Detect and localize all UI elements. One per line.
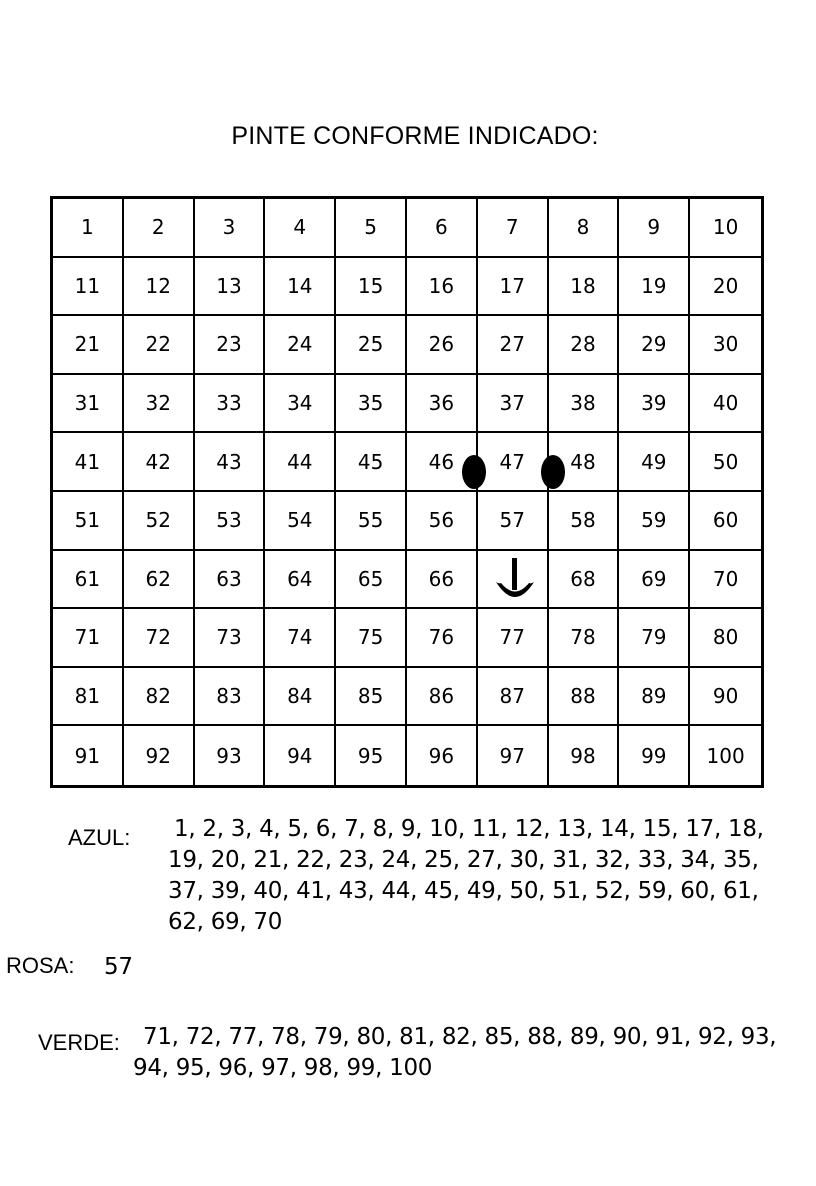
grid-cell: 65	[336, 551, 407, 610]
grid-cell: 84	[265, 668, 336, 727]
grid-cell: 87	[478, 668, 549, 727]
grid-cell: 51	[53, 492, 124, 551]
grid-cell: 32	[124, 375, 195, 434]
grid-cell: 63	[195, 551, 266, 610]
grid-cell: 22	[124, 316, 195, 375]
grid-cell: 35	[336, 375, 407, 434]
grid-cell: 30	[690, 316, 761, 375]
grid-cell: 72	[124, 609, 195, 668]
grid-cell: 9	[619, 199, 690, 258]
grid-cell: 18	[549, 258, 620, 317]
grid-cell: 7	[478, 199, 549, 258]
grid-cell: 25	[336, 316, 407, 375]
grid-cell: 34	[265, 375, 336, 434]
grid-cell: 76	[407, 609, 478, 668]
grid-cell: 77	[478, 609, 549, 668]
grid-cell: 73	[195, 609, 266, 668]
grid-cell: 96	[407, 726, 478, 785]
grid-cell: 60	[690, 492, 761, 551]
grid-cell: 5	[336, 199, 407, 258]
grid-cell: 21	[53, 316, 124, 375]
grid-cell: 42	[124, 433, 195, 492]
azul-line: 62, 69, 70	[168, 909, 283, 935]
grid-cell: 64	[265, 551, 336, 610]
grid-cell: 69	[619, 551, 690, 610]
azul-line: 37, 39, 40, 41, 43, 44, 45, 49, 50, 51, 52, 59, 60, 61,	[168, 878, 759, 904]
number-grid	[50, 196, 764, 788]
page-title: PINTE CONFORME INDICADO:	[231, 122, 599, 150]
grid-cell: 54	[265, 492, 336, 551]
grid-cell: 12	[124, 258, 195, 317]
grid-cell: 17	[478, 258, 549, 317]
grid-cell: 6	[407, 199, 478, 258]
grid-cell: 38	[549, 375, 620, 434]
grid-cell: 50	[690, 433, 761, 492]
grid-cell: 71	[53, 609, 124, 668]
verde-number-list	[133, 1022, 776, 1084]
grid-cell: 89	[619, 668, 690, 727]
grid-cell: 94	[265, 726, 336, 785]
grid-cell: 80	[690, 609, 761, 668]
grid-cell: 52	[124, 492, 195, 551]
grid-cell: 48	[549, 433, 620, 492]
grid-cell: 90	[690, 668, 761, 727]
rosa-value: 57	[104, 954, 133, 980]
grid-cell: 55	[336, 492, 407, 551]
grid-cell: 29	[619, 316, 690, 375]
grid-cell: 3	[195, 199, 266, 258]
verde-line: 94, 95, 96, 97, 98, 99, 100	[133, 1055, 433, 1081]
grid-cell: 99	[619, 726, 690, 785]
grid-cell: 33	[195, 375, 266, 434]
azul-line: 19, 20, 21, 22, 23, 24, 25, 27, 30, 31, 32, 33, 34, 35,	[168, 847, 759, 873]
grid-cell: 100	[706, 743, 745, 768]
grid-cell: 83	[195, 668, 266, 727]
grid-cell: 44	[265, 433, 336, 492]
grid-cell: 15	[336, 258, 407, 317]
verde-line: 71, 72, 77, 78, 79, 80, 81, 82, 85, 88, 89, 90, 91, 92, 93,	[143, 1024, 777, 1050]
grid-cell: 86	[407, 668, 478, 727]
grid-cell: 10	[690, 199, 761, 258]
grid-cell: 16	[407, 258, 478, 317]
rosa-label: ROSA:	[6, 953, 75, 978]
grid-cell: 53	[195, 492, 266, 551]
grid-cell: 24	[265, 316, 336, 375]
grid-cell: 68	[549, 551, 620, 610]
grid-cell: 57	[478, 492, 549, 551]
grid-cell: 92	[124, 726, 195, 785]
grid-cell: 66	[407, 551, 478, 610]
grid-cell: 39	[619, 375, 690, 434]
grid-cell: 62	[124, 551, 195, 610]
grid-cell: 78	[549, 609, 620, 668]
grid-cell: 75	[336, 609, 407, 668]
grid-cell: 59	[619, 492, 690, 551]
grid-cell: 27	[478, 316, 549, 375]
grid-cell: 46	[407, 433, 478, 492]
grid-cell: 31	[53, 375, 124, 434]
left-eye-mark	[462, 455, 486, 489]
verde-label: VERDE:	[38, 1030, 120, 1055]
grid-cell: 47	[478, 433, 549, 492]
azul-line: 1, 2, 3, 4, 5, 6, 7, 8, 9, 10, 11, 12, 13, 14, 15, 17, 18,	[174, 816, 764, 842]
grid-cell: 19	[619, 258, 690, 317]
azul-number-list	[168, 814, 764, 938]
grid-cell: 49	[619, 433, 690, 492]
right-eye-mark	[541, 455, 565, 489]
grid-cell: 23	[195, 316, 266, 375]
grid-cell: 28	[549, 316, 620, 375]
grid-cell: 43	[195, 433, 266, 492]
grid-cell: 98	[549, 726, 620, 785]
grid-cell: 58	[549, 492, 620, 551]
grid-cell: 70	[690, 551, 761, 610]
grid-cell: 11	[53, 258, 124, 317]
grid-cell: 74	[265, 609, 336, 668]
grid-cell: 45	[336, 433, 407, 492]
grid-cell: 26	[407, 316, 478, 375]
grid-cell: 20	[690, 258, 761, 317]
grid-cell: 8	[549, 199, 620, 258]
grid-cell: 85	[336, 668, 407, 727]
azul-label: AZUL:	[68, 825, 131, 850]
grid-cell: 91	[53, 726, 124, 785]
grid-cell: 4	[265, 199, 336, 258]
grid-cell: 41	[53, 433, 124, 492]
grid-cell: 13	[195, 258, 266, 317]
grid-cell: 40	[690, 375, 761, 434]
grid-cell: 97	[478, 726, 549, 785]
grid-cell: 56	[407, 492, 478, 551]
grid-cell: 88	[549, 668, 620, 727]
grid-cell: 61	[53, 551, 124, 610]
grid-cell: 81	[53, 668, 124, 727]
grid-cell: 36	[407, 375, 478, 434]
grid-cell: 2	[124, 199, 195, 258]
anchor-mouth-icon	[493, 556, 537, 604]
grid-cell: 1	[53, 199, 124, 258]
grid-cell: 14	[265, 258, 336, 317]
grid-cell: 82	[124, 668, 195, 727]
grid-cell: 95	[336, 726, 407, 785]
grid-cell: 93	[195, 726, 266, 785]
grid-cell: 79	[619, 609, 690, 668]
grid-cell: 37	[478, 375, 549, 434]
